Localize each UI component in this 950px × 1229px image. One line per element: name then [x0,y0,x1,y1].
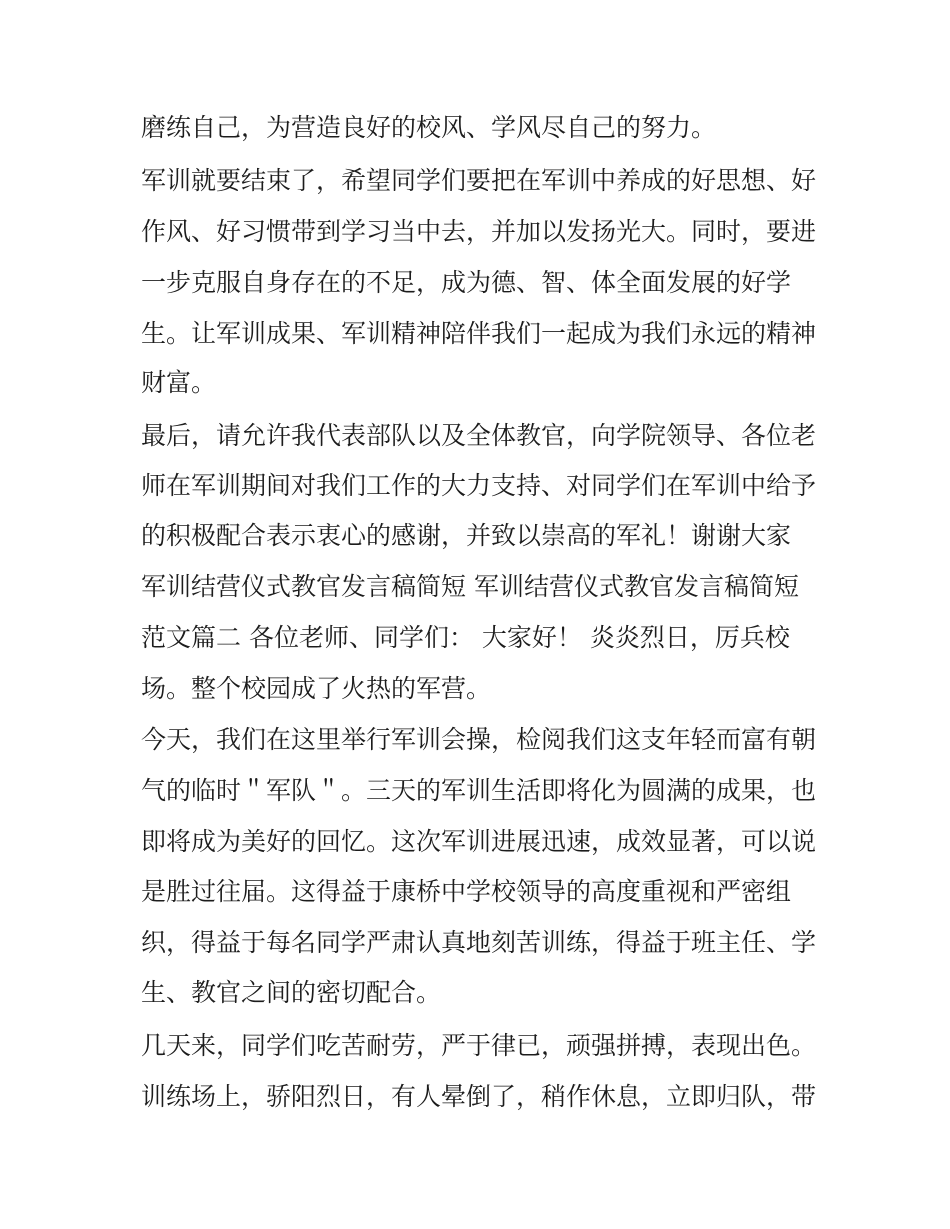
text-line-8: 师在军训期间对我们工作的大力支持、对同学们在军训中给予 [141,471,817,500]
text-line-1: 磨练自己，为营造良好的校风、学风尽自己的努力。 [141,113,717,142]
text-line-20: 训练场上，骄阳烈日，有人晕倒了，稍作休息，立即归队，带 [141,1082,817,1111]
text-line-4: 一步克服自身存在的不足，成为德、智、体全面发展的好学 [141,268,792,297]
text-line-16: 是胜过往届。这得益于康桥中学校领导的高度重视和严密组 [141,877,792,906]
text-line-12: 场。整个校园成了火热的军营。 [141,674,492,703]
text-line-13: 今天，我们在这里举行军训会操，检阅我们这支年轻而富有朝 [141,725,817,754]
text-line-18: 生、教官之间的密切配合。 [141,978,442,1007]
text-line-5: 生。让军训成果、军训精神陪伴我们一起成为我们永远的精神 [141,319,817,348]
text-line-11: 范文篇二 各位老师、同学们： 大家好！ 炎炎烈日，厉兵校 [141,623,790,652]
text-line-2: 军训就要结束了，希望同学们要把在军训中养成的好思想、好 [141,166,817,195]
text-line-6: 财富。 [141,368,217,397]
text-line-14: 气的临时＂军队＂。三天的军训生活即将化为圆满的成果，也 [141,776,817,805]
text-line-15: 即将成为美好的回忆。这次军训进展迅速，成效显著，可以说 [141,827,817,856]
text-line-10: 军训结营仪式教官发言稿简短 军训结营仪式教官发言稿简短 [141,572,799,601]
text-line-17: 织，得益于每名同学严肃认真地刻苦训练，得益于班主任、学 [141,928,817,957]
text-line-7: 最后，请允许我代表部队以及全体教官，向学院领导、各位老 [141,421,817,450]
text-line-3: 作风、好习惯带到学习当中去，并加以发扬光大。同时，要进 [141,217,817,246]
text-line-19: 几天来，同学们吃苦耐劳，严于律已，顽强拼搏，表现出色。 [141,1031,817,1060]
text-line-9: 的积极配合表示衷心的感谢，并致以崇高的军礼！谢谢大家 [141,521,792,550]
